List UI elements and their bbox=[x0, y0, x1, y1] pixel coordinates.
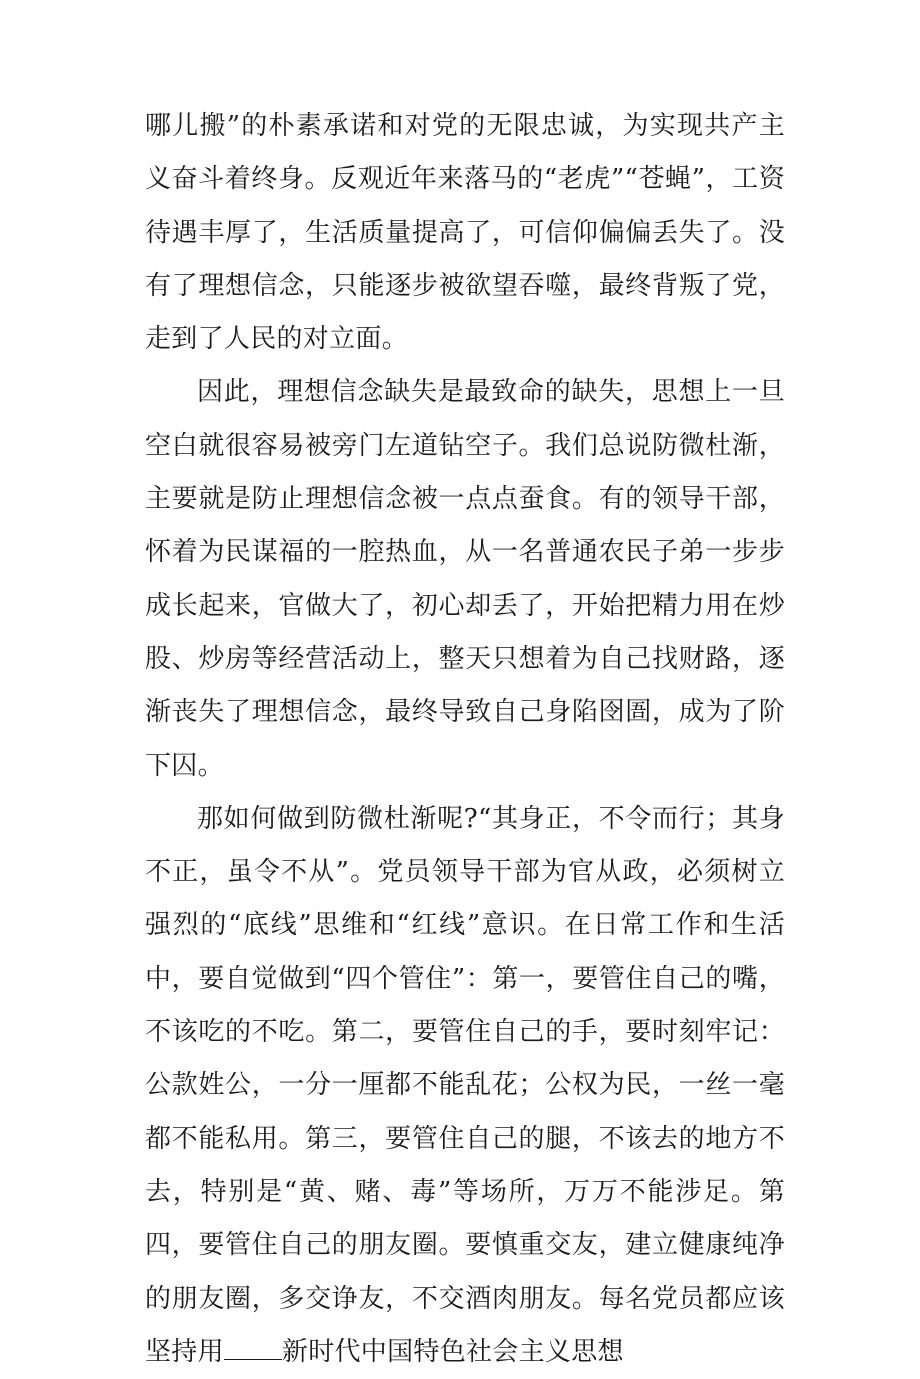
paragraph-3-text: 那如何做到防微杜渐呢?“其身正，不令而行；其身不正，虽令不从”。党员领导干部为官从政，必须树立强烈的“底线”思维和“红线”意识。在日常工作和生活中，要自觉做到“四个管住”：第一，要管住自己的嘴，不该吃的不吃。第二，要管住自己的手，要时刻牢记：公款姓公，一分一厘都不能乱花；公权为民，一丝一毫都不能私用。第三，要管住自己的腿，不该去的地方不去，特别是“黄、赌、毒”等场所，万万不能涉足。第四，要管住自己的朋友圈。要慎重交友，建立健康纯净的朋友圈，多交诤友，不交酒肉朋友。每名党员都应该坚持用 bbox=[145, 803, 785, 1367]
paragraph-2: 因此，理想信念缺失是最致命的缺失，思想上一旦空白就很容易被旁门左道钻空子。我们总说防微杜渐，主要就是防止理想信念被一点点蚕食。有的领导干部，怀着为民谋福的一腔热血，从一名普通农民子弟一步步成长起来，官做大了，初心却丢了，开始把精力用在炒股、炒房等经营活动上，整天只想着为自己找财路，逐渐丧失了理想信念，最终导致自己身陷囹圄，成为了阶下囚。 bbox=[145, 377, 785, 781]
paragraph-3-tail: 新时代中国特色社会主义思想 bbox=[281, 1336, 624, 1367]
fill-in-blank bbox=[224, 1337, 282, 1360]
paragraph-1: 哪儿搬”的朴素承诺和对党的无限忠诚，为实现共产主义奋斗着终身。反观近年来落马的“老虎”“苍蝇”，工资待遇丰厚了，生活质量提高了，可信仰偏偏丢失了。没有了理想信念，只能逐步被欲望吞噬，最终背叛了党，走到了人民的对立面。 bbox=[145, 111, 785, 355]
paragraph-3 bbox=[145, 793, 785, 1379]
document-body bbox=[145, 100, 785, 1379]
